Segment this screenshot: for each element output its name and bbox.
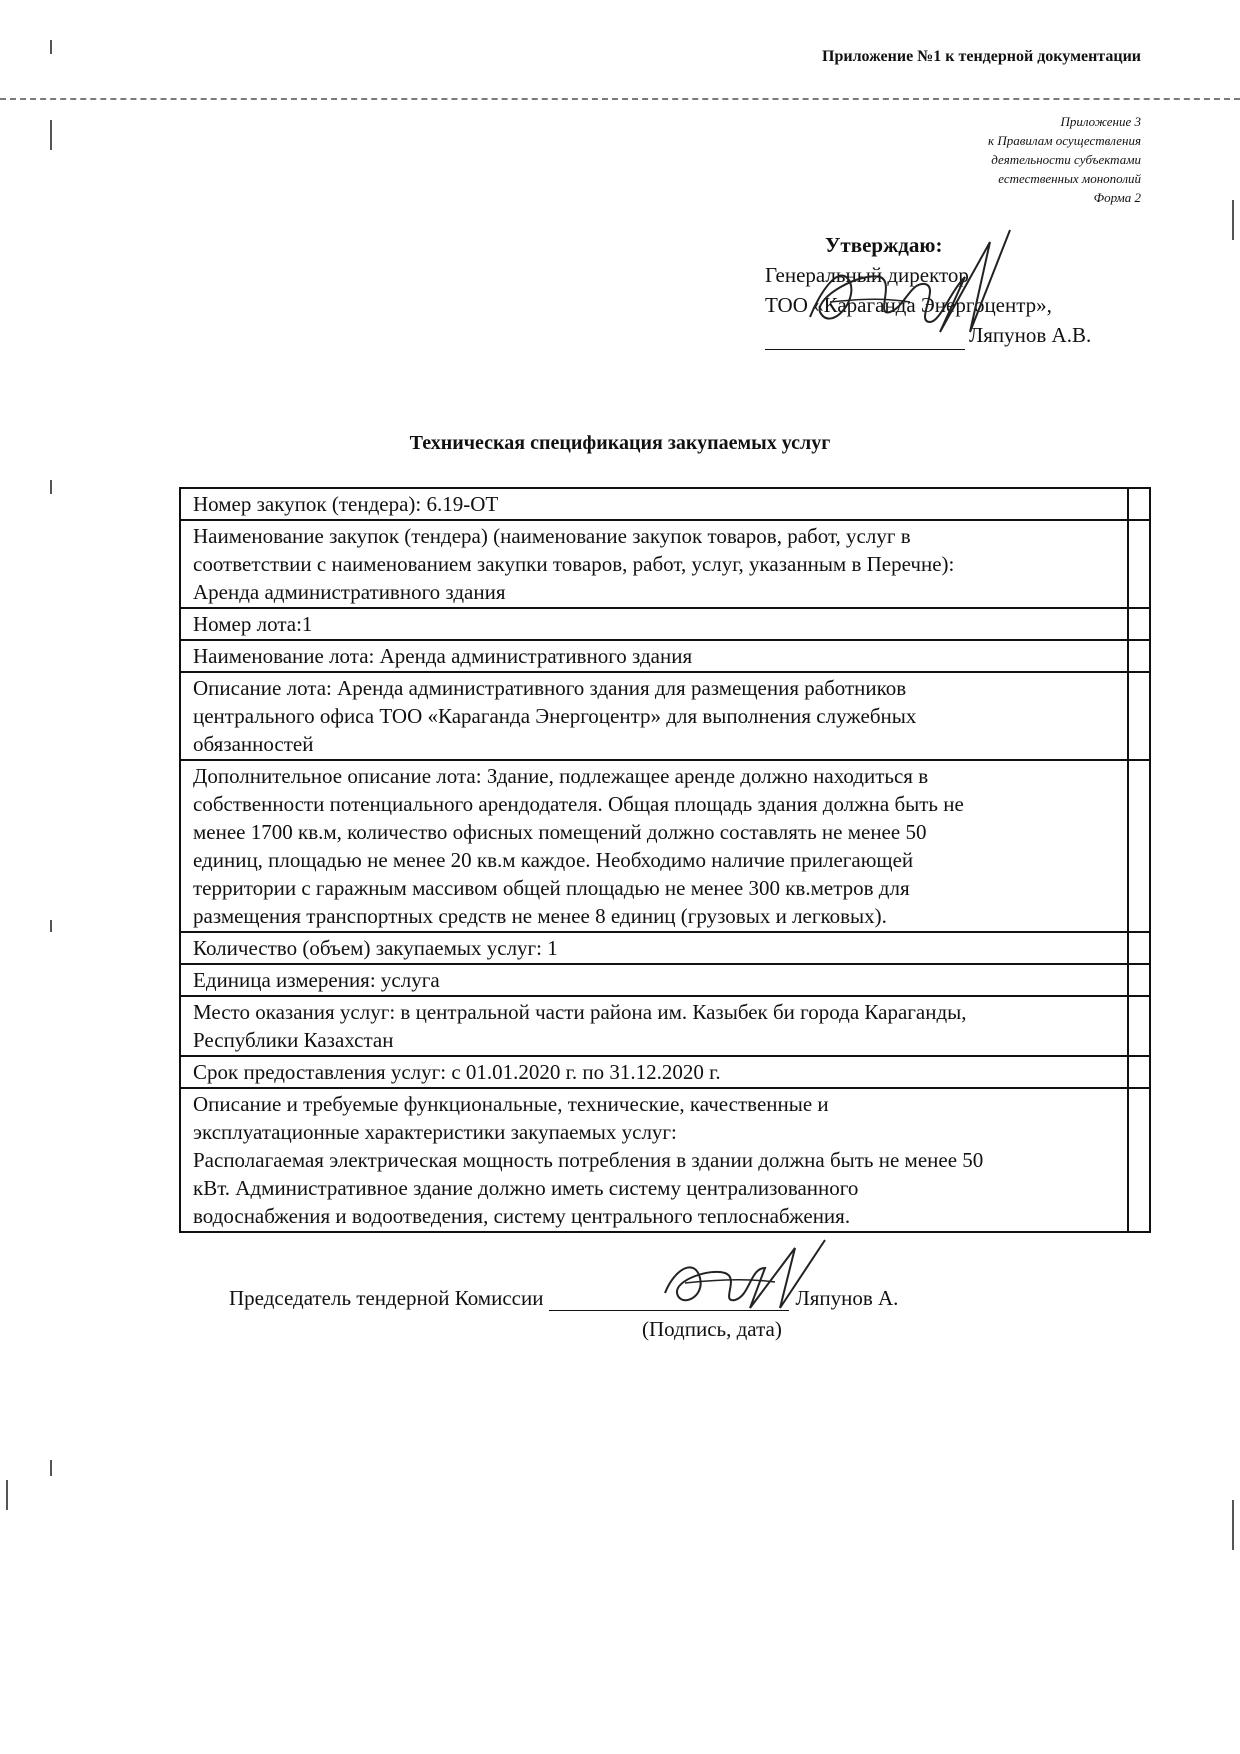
- scan-margin-mark: [50, 1460, 52, 1476]
- table-row: [180, 488, 1150, 520]
- table-cell: [180, 964, 1128, 996]
- empty-cell: [1128, 488, 1150, 520]
- cell-line: соответствии с наименованием закупки товаров, работ, услуг, указанным в Перечне):: [193, 552, 955, 576]
- cell-line: Располагаемая электрическая мощность потребления в здании должна быть не менее 50: [193, 1148, 984, 1172]
- cell-line: водоснабжения и водоотведения, систему центрального теплоснабжения.: [193, 1204, 851, 1228]
- scan-margin-mark: [50, 480, 52, 494]
- cell-line: единиц, площадью не менее 20 кв.м каждое. Необходимо наличие прилегающей: [193, 848, 914, 872]
- empty-cell: [1128, 672, 1150, 760]
- scan-margin-mark: [1232, 1500, 1234, 1550]
- rules-note-line: деятельности субъектами: [991, 152, 1141, 167]
- approve-word: Утверждаю:: [825, 233, 943, 257]
- rules-note-line: Форма 2: [1093, 190, 1141, 205]
- approval-signature-line: [765, 327, 965, 350]
- empty-cell: [1128, 932, 1150, 964]
- cell-line: Аренда административного здания: [193, 580, 506, 604]
- cell-line: кВт. Административное здание должно иметь систему централизованного: [193, 1176, 859, 1200]
- cell-line: менее 1700 кв.м, количество офисных помещений должно составлять не менее 50: [193, 820, 927, 844]
- cell-line: Единица измерения: услуга: [193, 968, 440, 992]
- table-row: [180, 760, 1150, 932]
- empty-cell: [1128, 760, 1150, 932]
- scan-margin-mark: [6, 1480, 8, 1510]
- scan-margin-mark: [50, 40, 52, 54]
- table-cell: [180, 608, 1128, 640]
- table-cell: [180, 488, 1128, 520]
- table-row: [180, 1088, 1150, 1232]
- cell-line: эксплуатационные характеристики закупаемых услуг:: [193, 1120, 677, 1144]
- cell-line: Наименование закупок (тендера) (наименование закупок товаров, работ, услуг в: [193, 524, 911, 548]
- table-cell: [180, 1088, 1128, 1232]
- table-row: [180, 996, 1150, 1056]
- cell-line: обязанностей: [193, 732, 314, 756]
- cell-line: Наименование лота: Аренда административного здания: [193, 644, 693, 668]
- specification-table: [179, 487, 1151, 1233]
- cell-line: Срок предоставления услуг: с 01.01.2020 г. по 31.12.2020 г.: [193, 1060, 721, 1084]
- table-row: [180, 672, 1150, 760]
- chairman-name: Ляпунов А.: [795, 1286, 899, 1310]
- chairman-signature-row: [229, 1286, 898, 1311]
- table-cell: [180, 640, 1128, 672]
- appendix-header: Приложение №1 к тендерной документации: [822, 48, 1141, 65]
- cell-line: Описание и требуемые функциональные, технические, качественные и: [193, 1092, 829, 1116]
- empty-cell: [1128, 996, 1150, 1056]
- table-row: [180, 964, 1150, 996]
- approval-position: Генеральный директор: [765, 263, 969, 287]
- table-cell: [180, 520, 1128, 608]
- empty-cell: [1128, 1056, 1150, 1088]
- table-row: [180, 640, 1150, 672]
- approval-company: ТОО «Караганда Энергоцентр»,: [765, 293, 1052, 317]
- cell-line: центрального офиса ТОО «Караганда Энергоцентр» для выполнения служебных: [193, 704, 917, 728]
- cell-line: Дополнительное описание лота: Здание, подлежащее аренде должно находиться в: [193, 764, 929, 788]
- scan-margin-mark: [50, 120, 52, 150]
- empty-cell: [1128, 640, 1150, 672]
- empty-cell: [1128, 964, 1150, 996]
- empty-cell: [1128, 608, 1150, 640]
- cell-line: территории с гаражным массивом общей площадью не менее 300 кв.метров для: [193, 876, 910, 900]
- rules-note-line: естественных монополий: [998, 171, 1141, 186]
- rules-note-line: Приложение 3: [1060, 114, 1141, 129]
- table-cell: [180, 760, 1128, 932]
- approval-signatory: Ляпунов А.В.: [969, 323, 1092, 347]
- empty-cell: [1128, 520, 1150, 608]
- table-cell: [180, 932, 1128, 964]
- table-row: [180, 520, 1150, 608]
- cell-line: собственности потенциального арендодателя. Общая площадь здания должна быть не: [193, 792, 964, 816]
- cell-line: размещения транспортных средств не менее 8 единиц (грузовых и легковых).: [193, 904, 887, 928]
- table-cell: [180, 996, 1128, 1056]
- table-row: [180, 1056, 1150, 1088]
- table-row: [180, 608, 1150, 640]
- cell-line: Количество (объем) закупаемых услуг: 1: [193, 936, 558, 960]
- rules-note-line: к Правилам осуществления: [988, 133, 1141, 148]
- scan-dashed-line: [0, 98, 1240, 100]
- chairman-signature-line: [549, 1290, 789, 1311]
- rules-note: [821, 112, 1141, 207]
- table-row: [180, 932, 1150, 964]
- document-title: Техническая спецификация закупаемых услуг: [409, 432, 831, 454]
- cell-line: Описание лота: Аренда административного здания для размещения работников: [193, 676, 907, 700]
- empty-cell: [1128, 1088, 1150, 1232]
- chairman-label: Председатель тендерной Комиссии: [229, 1286, 544, 1310]
- cell-line: Место оказания услуг: в центральной части района им. Казыбек би города Караганды,: [193, 1000, 967, 1024]
- cell-line: Номер лота:1: [193, 612, 313, 636]
- approval-signature-row: [765, 320, 1145, 350]
- table-cell: [180, 672, 1128, 760]
- cell-line: Республики Казахстан: [193, 1028, 394, 1052]
- cell-line: Номер закупок (тендера): 6.19-ОТ: [193, 492, 499, 516]
- scan-margin-mark: [1232, 200, 1234, 240]
- approval-block: [765, 230, 1145, 350]
- table-cell: [180, 1056, 1128, 1088]
- signature-caption: (Подпись, дата): [642, 1317, 782, 1341]
- scan-margin-mark: [50, 920, 52, 932]
